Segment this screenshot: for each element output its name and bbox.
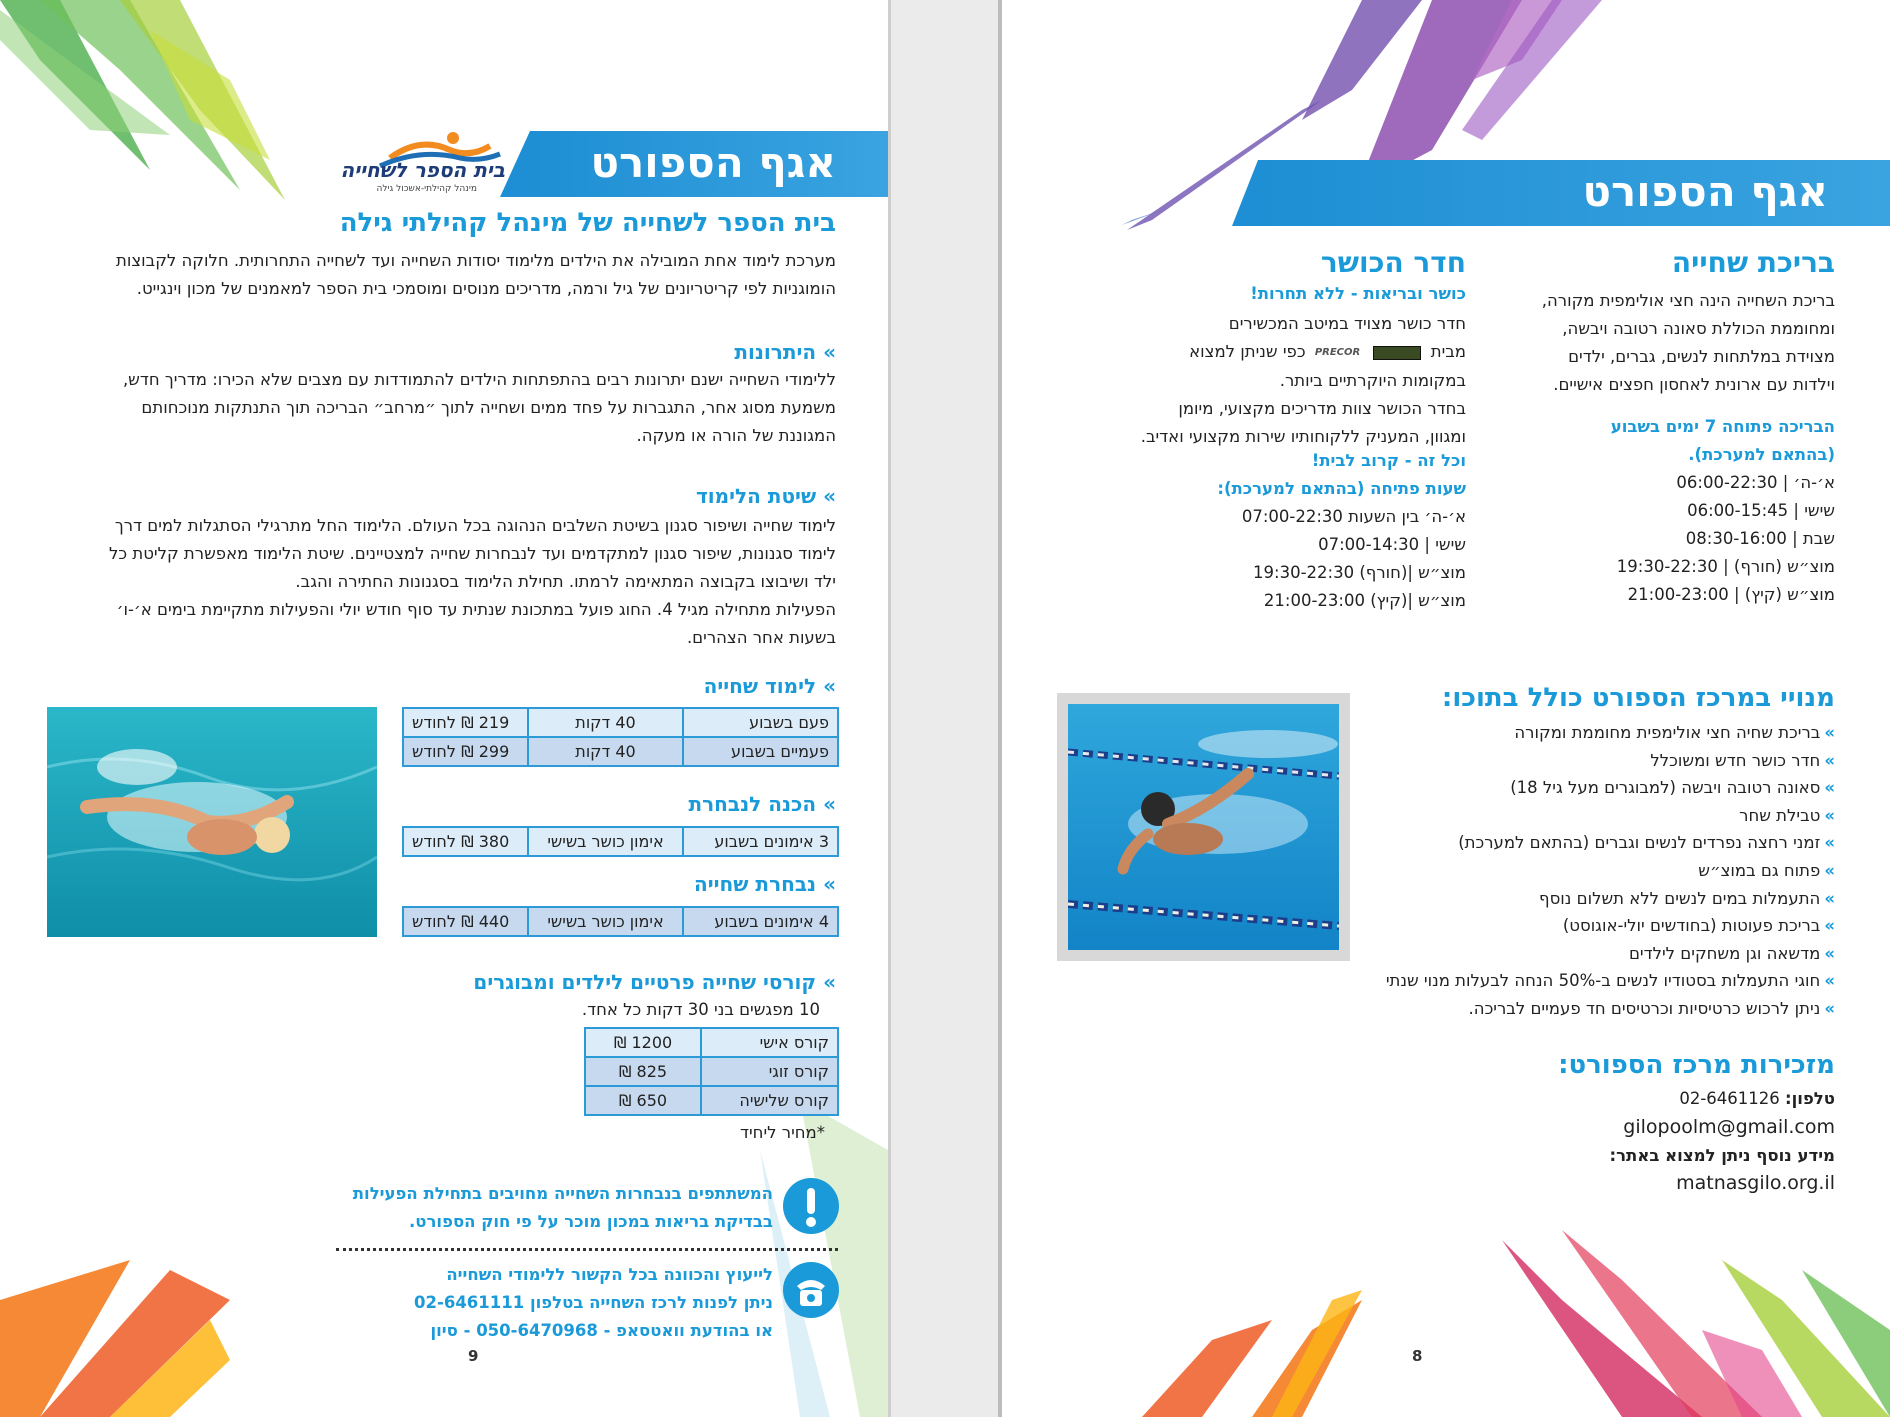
chevron-icon: » — [1824, 723, 1835, 742]
hours-row — [1242, 503, 1466, 531]
day-label: א׳-ה׳ בין השעות — [1348, 507, 1466, 526]
notice-line: המשתתפים בנבחרות השחייה מחויבים בתחילת הפעילות — [352, 1184, 773, 1203]
item-text: ניתן לרכוש כרטיסיות וכרטיסים חד פעמיים לבריכה. — [1468, 998, 1821, 1018]
chevron-icon: » — [1824, 833, 1835, 853]
table-cell: 299 ₪ לחודש — [403, 737, 528, 766]
contact-line: לייעוץ והכוונה בכל הקשור ללימודי השחייה — [446, 1265, 773, 1284]
table-row — [585, 1086, 838, 1115]
text-line: (בהתאם למערכת). — [1688, 445, 1835, 464]
chevron-icon: » — [1824, 750, 1835, 770]
time-value: 07:00-22:30 — [1241, 507, 1343, 526]
notice-text — [353, 1180, 773, 1236]
list-item — [1386, 747, 1835, 775]
contact-text — [414, 1261, 773, 1345]
item-text: בריכת פעוטות (בחודשים יולי-אוגוסט) — [1562, 916, 1821, 936]
table-cell: 4 אימונים בשבוע — [683, 907, 838, 936]
phone-line — [1679, 1089, 1835, 1108]
item-text: פתוח גם במוצ״ש — [1698, 860, 1821, 880]
table-cell: 40 דקות — [528, 708, 683, 737]
day-label: שישי | — [1424, 535, 1466, 554]
hours-row — [1617, 525, 1835, 553]
text-line: לימוד שחייה ושיפור סגנון בשיטת השלבים הנהוגה בכל העולם. הלימוד החל מתרגילי הסתגלות למים דרך — [114, 516, 836, 535]
text-line: משמעת מסוג אחר, התגברות על פחד ממים ושחייה לתוך ״מרחב״ הבריכה תוך התנתקות מנוכחותם — [141, 398, 836, 417]
day-label: מוצ״ש (חורף) | — [1723, 557, 1835, 576]
intro-line: מערכת לימוד אחת המובילה את הילדים מלימוד יסודות השחייה ועד לשחייה התחרותית. חלוקה לקבוצות — [116, 251, 836, 270]
intro-text — [36, 247, 836, 303]
pool-hours — [1617, 469, 1835, 609]
contact-line: ניתן לפנות לרכז השחייה בטלפון 02-6461111 — [414, 1293, 773, 1312]
email-link[interactable]: gilopoolm@gmail.com — [1623, 1116, 1835, 1138]
text-line: ילד ושיבוצו בקבוצה המתאימה לרמתו. תחילת הלימוד בסגנונות החתירה והגב. — [295, 572, 836, 591]
list-item — [1386, 857, 1835, 885]
list-item — [1386, 829, 1835, 857]
table-cell: 380 ₪ לחודש — [403, 827, 528, 856]
text-fragment: מבית — [1430, 342, 1466, 361]
team-heading: » נבחרת שחייה — [694, 872, 836, 896]
day-label: מוצ״ש |(חורף) — [1359, 563, 1466, 582]
time-value: 21:00-23:00 — [1627, 585, 1729, 604]
book-gutter — [888, 0, 1002, 1417]
text-line: מצוידת במלתחות לנשים, גברים, ילדים — [1568, 347, 1835, 366]
school-logo — [340, 128, 505, 198]
page-number: 8 — [1412, 1347, 1423, 1365]
table-cell: פעם בשבוע — [683, 708, 838, 737]
text-line: בריכת השחייה הינה חצי אולימפית מקורה, — [1541, 291, 1835, 310]
precor-logo: PRECOR — [1314, 346, 1361, 358]
table-row — [403, 708, 838, 737]
text-line: הבריכה פתוחה 7 ימים בשבוע — [1610, 417, 1835, 436]
notice-line: בבדיקת בריאות במכון מוכר על פי חוק הספורט. — [409, 1212, 773, 1231]
banner-title: אגף הספורט — [1582, 167, 1828, 216]
item-text: חוגי התעמלות בסטודיו לנשים ב-50% הנחה לבעלות מנוי שנתי — [1385, 971, 1821, 991]
hours-row — [1242, 531, 1466, 559]
table-cell: 3 אימונים בשבוע — [683, 827, 838, 856]
text-line: בחדר הכושר צוות מדריכים מקצועי, מיומן — [1178, 398, 1466, 418]
text-line: ללימודי השחייה ישנם יתרונות רבים בהתפתחות הילדים להתמודדות עם מצבים שלא הכירו: מדריך חדש, — [122, 370, 836, 389]
list-item — [1386, 719, 1835, 747]
team-prep-table — [402, 826, 839, 857]
table-cell: 1200 ₪ — [585, 1028, 701, 1057]
phone-icon — [783, 1262, 839, 1318]
text-line: ומגוון, המעניק ללקוחותיו שירות מקצועי ואדיב. — [1140, 426, 1466, 446]
page-number: 9 — [468, 1347, 479, 1365]
gym-hours-heading: שעות פתיחה (בהתאם למערכת): — [1217, 479, 1466, 498]
text-line: במקומות היוקרתיים ביותר. — [1279, 370, 1466, 390]
brand-logo-badge — [1373, 346, 1421, 360]
table-cell: קורס שלישיה — [701, 1086, 838, 1115]
text-line — [1141, 338, 1466, 367]
table-row — [585, 1028, 838, 1057]
banner-title: אגף הספורט — [590, 138, 836, 187]
phone-label: טלפון: — [1785, 1089, 1835, 1108]
gym-hours — [1242, 503, 1466, 615]
time-value: 19:30-22:30 — [1253, 563, 1355, 582]
hours-row — [1617, 469, 1835, 497]
method-text — [36, 512, 836, 652]
item-text: טבילת שחר — [1739, 805, 1821, 825]
gym-heading: חדר הכושר — [1320, 246, 1466, 279]
time-value: 06:00-15:45 — [1687, 501, 1789, 520]
method-heading: » שיטת הלימוד — [696, 484, 836, 508]
hours-row — [1617, 497, 1835, 525]
chevron-icon: » — [1824, 888, 1835, 908]
gym-close-note: וכל זה - קרוב לבית! — [1311, 451, 1466, 470]
pool-heading: בריכת שחייה — [1671, 246, 1835, 279]
table-cell: פעמיים בשבוע — [683, 737, 838, 766]
table-cell: 825 ₪ — [585, 1057, 701, 1086]
day-label: שבת | — [1792, 529, 1835, 548]
time-value: 07:00-14:30 — [1318, 535, 1420, 554]
phone-value: 02-6461126 — [1679, 1089, 1780, 1108]
website-link[interactable]: matnasgilo.org.il — [1676, 1172, 1835, 1194]
item-text: מדשאה וגן משחקים לילדים — [1628, 943, 1821, 963]
private-courses-table — [584, 1027, 839, 1116]
time-value: 08:30-16:00 — [1685, 529, 1787, 548]
text-line: הפעילות מתחילה מגיל 4. החוג פועל במתכונת שנתית עד סוף חודש יולי והפעילות מתקיימת בימים א׳-ו׳ — [116, 600, 836, 619]
item-text: סאונה רטובה ויבשה (למבוגרים מעל גיל 18) — [1510, 778, 1821, 798]
text-line: בשעות אחר הצהרים. — [686, 628, 836, 647]
chevron-icon: » — [1824, 971, 1835, 991]
more-info-label: מידע נוסף ניתן למצוא באתר: — [1609, 1146, 1835, 1165]
table-cell: אימון כושר בשישי — [528, 907, 683, 936]
chevron-icon: » — [1824, 943, 1835, 963]
chevron-icon: » — [1824, 805, 1835, 825]
secretariat-heading: מזכירות מרכז הספורט: — [1558, 1050, 1835, 1080]
list-item — [1386, 912, 1835, 940]
page-9 — [0, 0, 888, 1417]
table-cell: 219 ₪ לחודש — [403, 708, 528, 737]
team-table — [402, 906, 839, 937]
chevron-icon: » — [1824, 998, 1835, 1018]
text-line: ומחוממת הכוללת סאונה רטובה ויבשה, — [1562, 319, 1835, 338]
time-value: 06:00-22:30 — [1676, 473, 1778, 492]
time-value: 21:00-23:00 — [1263, 591, 1365, 610]
list-item — [1386, 802, 1835, 830]
table-row — [585, 1057, 838, 1086]
table-cell: 440 ₪ לחודש — [403, 907, 528, 936]
time-value: 19:30-22:30 — [1616, 557, 1718, 576]
intro-line: הומוגניות לפי קריטריונים של גיל ורמה, מדריכים מנוסים ומוסמכי בית הספר למאמנים של מכון וינגייט. — [136, 279, 836, 298]
table-cell: אימון כושר בשישי — [528, 827, 683, 856]
butterfly-swimmer-photo — [47, 707, 377, 937]
day-label: א׳-ה׳ | — [1782, 473, 1835, 492]
advantages-heading: » היתרונות — [734, 340, 836, 364]
list-item — [1386, 885, 1835, 913]
logo-subtitle: מינהל קהילתי-אשכול גילה — [376, 184, 477, 194]
item-text: זמני רחצה נפרדים לנשים וגברים (בהתאם למערכת) — [1458, 833, 1821, 853]
item-text: בריכת שחיה חצי אולימפית מחוממת ומקורה — [1514, 723, 1821, 742]
text-line: המגוננת של הורה או מעקה. — [636, 426, 836, 445]
chevron-icon: » — [1824, 916, 1835, 936]
private-courses-heading: » קורסי שחייה פרטיים לילדים ומבוגרים — [473, 970, 836, 994]
chevron-icon: » — [1824, 860, 1835, 880]
table-cell: קורס אישי — [701, 1028, 838, 1057]
table-row — [403, 827, 838, 856]
hours-row — [1617, 553, 1835, 581]
day-label: מוצ״ש (קיץ) | — [1733, 585, 1835, 604]
team-prep-heading: » הכנה לנבחרת — [688, 792, 836, 816]
text-fragment: כפי שניתן למצוא — [1189, 342, 1306, 361]
pool-text — [1542, 287, 1835, 399]
logo-name: בית הספר לשחייה — [340, 158, 505, 182]
day-label: מוצ״ש |(קיץ) — [1370, 591, 1466, 610]
swim-lessons-table — [402, 707, 839, 767]
list-item — [1386, 940, 1835, 968]
contact-line: או בהודעת וואטסאפ - 050-6470968 - סיון — [430, 1321, 773, 1340]
exclamation-icon — [783, 1178, 839, 1234]
table-cell: 650 ₪ — [585, 1086, 701, 1115]
table-row — [403, 907, 838, 936]
list-item — [1386, 774, 1835, 802]
list-item — [1386, 995, 1835, 1023]
private-courses-subtitle: 10 מפגשים בני 30 דקות כל אחד. — [581, 1000, 820, 1019]
advantages-text — [36, 366, 836, 450]
text-line: חדר כושר מצויד במיטב המכשירים — [1228, 314, 1466, 333]
membership-list — [1386, 719, 1835, 1023]
gym-tagline: כושר ובריאות - ללא תחרות! — [1250, 284, 1466, 303]
hours-row — [1617, 581, 1835, 609]
price-note: *מחיר ליחיד — [739, 1123, 825, 1142]
item-text: התעמלות במים לנשים ללא תשלום נוסף — [1539, 888, 1821, 908]
page-8 — [1002, 0, 1890, 1417]
table-row — [403, 737, 838, 766]
table-cell: קורס זוגי — [701, 1057, 838, 1086]
list-item — [1386, 967, 1835, 995]
item-text: חדר כושר חדש ומשוכלל — [1650, 750, 1821, 770]
text-line: לימוד סגנונות, שיפור סגנון למתקדמים ועד לנבחרות שחייה למצטיינים. שיטת הלימוד מאפשרת קליטת כל — [109, 544, 836, 563]
table-cell: 40 דקות — [528, 737, 683, 766]
chevron-icon: » — [1824, 778, 1835, 798]
dotted-divider — [336, 1248, 838, 1251]
hours-row — [1242, 559, 1466, 587]
membership-heading: מנויי במרכז הספורט כולל בתוכו: — [1441, 683, 1835, 713]
swim-lessons-heading: » לימוד שחייה — [703, 674, 836, 698]
gym-text — [1141, 310, 1466, 451]
main-title: בית הספר לשחייה של מינהל קהילתי גילה — [339, 208, 836, 238]
text-line: וילדות עם ארונית לאחסון חפצים אישיים. — [1553, 375, 1835, 394]
day-label: שישי | — [1793, 501, 1835, 520]
hours-row — [1242, 587, 1466, 615]
freestyle-swimmer-photo — [1057, 693, 1350, 961]
pool-open-note — [1611, 413, 1835, 469]
